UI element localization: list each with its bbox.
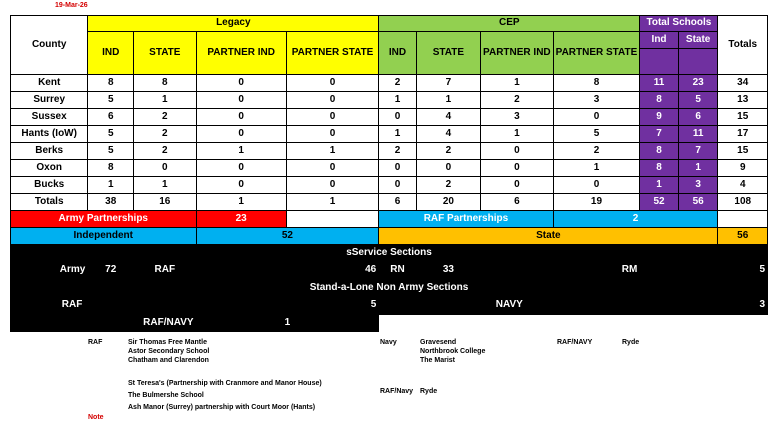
value-cell: 2 — [416, 143, 480, 160]
standalone-rafnavy-label: RAF/NAVY — [11, 315, 197, 332]
value-cell: 1 — [416, 92, 480, 109]
value-cell: 8 — [640, 143, 678, 160]
value-cell: 17 — [718, 126, 768, 143]
value-cell: 0 — [286, 92, 378, 109]
value-cell: 8 — [640, 92, 678, 109]
value-cell: 108 — [718, 194, 768, 211]
value-cell: 1 — [286, 194, 378, 211]
county-cell: Kent — [11, 75, 88, 92]
value-cell: 1 — [481, 126, 554, 143]
service-sections-title: sService Sections — [11, 245, 768, 262]
notes-navy-list — [420, 338, 485, 365]
notes-rafnavy-school-1: Ryde — [622, 339, 640, 346]
cep-partner-ind-header: PARTNER IND — [481, 32, 554, 75]
notes-navy-label: Navy — [380, 339, 397, 346]
ts-ind-spacer — [640, 49, 678, 75]
value-cell: 11 — [678, 126, 718, 143]
totals-row — [11, 194, 768, 211]
value-cell: 0 — [196, 109, 286, 126]
value-cell: 7 — [678, 143, 718, 160]
value-cell: 0 — [553, 177, 640, 194]
value-cell: 9 — [640, 109, 678, 126]
empty-cell — [286, 211, 378, 228]
value-cell: 8 — [88, 75, 134, 92]
legacy-header: Legacy — [88, 16, 379, 32]
service-raf-value: 46 — [196, 262, 379, 280]
value-cell: 1 — [286, 143, 378, 160]
empty-cell — [718, 211, 768, 228]
service-rm-value: 5 — [640, 262, 768, 280]
raf-partnerships-label: RAF Partnerships — [379, 211, 553, 228]
value-cell: 0 — [416, 160, 480, 177]
standalone-raf-label: RAF — [11, 297, 134, 315]
list-item: Northbrook College — [420, 348, 486, 355]
standalone-navy-value: 3 — [640, 297, 768, 315]
raf-partnerships-value: 2 — [553, 211, 718, 228]
value-cell: 15 — [718, 143, 768, 160]
list-item: Sir Thomas Free Mantle — [128, 339, 207, 346]
notes-raf-list — [128, 338, 322, 412]
value-cell: 1 — [640, 177, 678, 194]
army-partnerships-value: 23 — [196, 211, 286, 228]
value-cell: 0 — [196, 75, 286, 92]
value-cell: 0 — [481, 160, 554, 177]
value-cell: 1 — [196, 194, 286, 211]
value-cell: 7 — [640, 126, 678, 143]
list-item: Chatham and Clarendon — [128, 357, 209, 364]
value-cell: 11 — [640, 75, 678, 92]
value-cell: 19 — [553, 194, 640, 211]
value-cell: 13 — [718, 92, 768, 109]
service-values-row — [11, 262, 768, 280]
list-item: The Bulmershe School — [128, 392, 204, 399]
value-cell: 9 — [718, 160, 768, 177]
value-cell: 8 — [640, 160, 678, 177]
list-item — [128, 365, 322, 374]
value-cell: 0 — [286, 160, 378, 177]
value-cell: 0 — [134, 160, 196, 177]
ts-state-spacer — [678, 49, 718, 75]
value-cell: 5 — [678, 92, 718, 109]
value-cell: 16 — [134, 194, 196, 211]
value-cell: 1 — [379, 126, 417, 143]
independent-label: Independent — [11, 228, 197, 245]
value-cell: 1 — [553, 160, 640, 177]
value-cell: 0 — [196, 92, 286, 109]
value-cell: 0 — [286, 109, 378, 126]
value-cell: 0 — [481, 143, 554, 160]
table-row — [11, 143, 768, 160]
independent-state-row — [11, 228, 768, 245]
value-cell: 0 — [379, 109, 417, 126]
value-cell: 34 — [718, 75, 768, 92]
service-rn-value: 33 — [416, 262, 480, 280]
standalone-rafnavy-row — [11, 315, 768, 332]
value-cell: 8 — [88, 160, 134, 177]
value-cell: 38 — [88, 194, 134, 211]
value-cell: 0 — [286, 177, 378, 194]
legacy-state-header: STATE — [134, 32, 196, 75]
value-cell: 0 — [196, 160, 286, 177]
value-cell: 4 — [416, 109, 480, 126]
value-cell: 0 — [196, 177, 286, 194]
ts-ind-header: Ind — [640, 32, 678, 49]
county-cell: Totals — [11, 194, 88, 211]
value-cell: 5 — [88, 92, 134, 109]
value-cell: 0 — [286, 126, 378, 143]
legacy-partner-state-header: PARTNER STATE — [286, 32, 378, 75]
standalone-title-row — [11, 280, 768, 297]
value-cell: 1 — [134, 92, 196, 109]
value-cell: 52 — [640, 194, 678, 211]
service-rm-label: RM — [481, 262, 640, 280]
notes-rafnavy-label-1: RAF/NAVY — [557, 339, 593, 346]
value-cell: 5 — [88, 143, 134, 160]
value-cell: 1 — [88, 177, 134, 194]
value-cell: 6 — [678, 109, 718, 126]
value-cell: 3 — [553, 92, 640, 109]
county-cell: Sussex — [11, 109, 88, 126]
value-cell: 2 — [379, 143, 417, 160]
value-cell: 0 — [379, 160, 417, 177]
value-cell: 8 — [134, 75, 196, 92]
value-cell: 23 — [678, 75, 718, 92]
legacy-ind-header: IND — [88, 32, 134, 75]
value-cell: 0 — [379, 177, 417, 194]
value-cell: 1 — [379, 92, 417, 109]
value-cell: 4 — [416, 126, 480, 143]
county-cell: Bucks — [11, 177, 88, 194]
table-row — [11, 92, 768, 109]
table-row — [11, 177, 768, 194]
service-army-label: Army — [11, 262, 88, 280]
table-row — [11, 160, 768, 177]
value-cell: 2 — [481, 92, 554, 109]
value-cell: 0 — [196, 126, 286, 143]
value-cell: 2 — [553, 143, 640, 160]
service-raf-label: RAF — [134, 262, 196, 280]
value-cell: 3 — [678, 177, 718, 194]
independent-value: 52 — [196, 228, 379, 245]
value-cell: 0 — [481, 177, 554, 194]
county-cell: Oxon — [11, 160, 88, 177]
value-cell: 6 — [88, 109, 134, 126]
value-cell: 2 — [416, 177, 480, 194]
value-cell: 1 — [196, 143, 286, 160]
ts-state-header: State — [678, 32, 718, 49]
legacy-partner-ind-header: PARTNER IND — [196, 32, 286, 75]
value-cell: 20 — [416, 194, 480, 211]
standalone-rafnavy-value: 1 — [196, 315, 379, 332]
list-item: Gravesend — [420, 339, 457, 346]
value-cell: 0 — [286, 75, 378, 92]
totals-header: Totals — [718, 16, 768, 75]
county-cell: Berks — [11, 143, 88, 160]
schools-table — [10, 15, 768, 332]
value-cell: 2 — [134, 109, 196, 126]
service-rn-label: RN — [379, 262, 417, 280]
cep-partner-state-header: PARTNER STATE — [553, 32, 640, 75]
table-row — [11, 75, 768, 92]
cep-state-header: STATE — [416, 32, 480, 75]
value-cell: 0 — [553, 109, 640, 126]
value-cell: 8 — [553, 75, 640, 92]
cep-ind-header: IND — [379, 32, 417, 75]
standalone-values-row — [11, 297, 768, 315]
value-cell: 2 — [379, 75, 417, 92]
value-cell: 7 — [416, 75, 480, 92]
list-item: Astor Secondary School — [128, 348, 210, 355]
value-cell: 3 — [481, 109, 554, 126]
value-cell: 1 — [481, 75, 554, 92]
partnerships-row — [11, 211, 768, 228]
value-cell: 2 — [134, 126, 196, 143]
value-cell: 15 — [718, 109, 768, 126]
standalone-sections-title: Stand-a-Lone Non Army Sections — [11, 280, 768, 297]
table-row — [11, 126, 768, 143]
county-cell: Hants (IoW) — [11, 126, 88, 143]
standalone-navy-label: NAVY — [379, 297, 640, 315]
value-cell: 5 — [553, 126, 640, 143]
value-cell: 4 — [718, 177, 768, 194]
value-cell: 1 — [678, 160, 718, 177]
service-army-value: 72 — [88, 262, 134, 280]
total-schools-header: Total Schools — [640, 16, 718, 32]
county-header: County — [11, 16, 88, 75]
list-item: The Marist — [420, 357, 456, 364]
value-cell: 5 — [88, 126, 134, 143]
standalone-raf-value: 5 — [134, 297, 379, 315]
table-row — [11, 109, 768, 126]
notes-raf-label: RAF — [88, 339, 103, 346]
note-label: Note — [88, 414, 104, 421]
empty-cell — [379, 315, 768, 332]
list-item: Ash Manor (Surrey) partnership with Court Moor (Hants) — [128, 404, 316, 411]
state-value: 56 — [718, 228, 768, 245]
value-cell: 1 — [134, 177, 196, 194]
cep-header: CEP — [379, 16, 640, 32]
value-cell: 6 — [481, 194, 554, 211]
value-cell: 2 — [134, 143, 196, 160]
value-cell: 56 — [678, 194, 718, 211]
notes-rafnavy-label-2: RAF/Navy — [380, 388, 414, 395]
army-partnerships-label: Army Partnerships — [11, 211, 197, 228]
county-cell: Surrey — [11, 92, 88, 109]
value-cell: 6 — [379, 194, 417, 211]
list-item: St Teresa's (Partnership with Cranmore and Manor House) — [128, 380, 322, 387]
notes-rafnavy-school-2: Ryde — [420, 388, 438, 395]
report-date: 19-Mar-26 — [55, 2, 88, 9]
service-title-row — [11, 245, 768, 262]
state-label: State — [379, 228, 718, 245]
